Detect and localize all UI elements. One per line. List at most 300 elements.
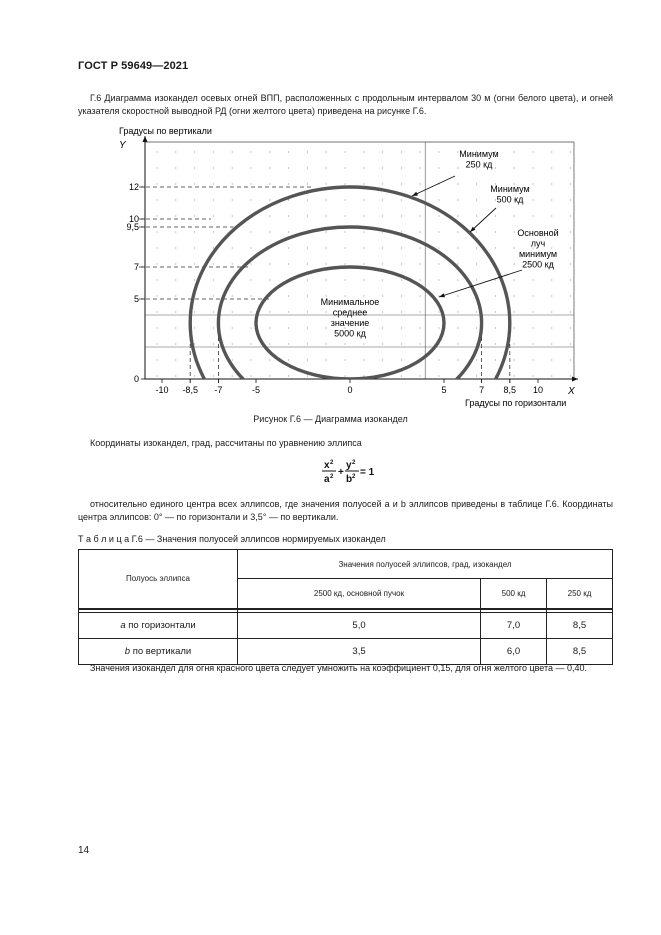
grid-dot <box>326 263 327 264</box>
grid-dot <box>551 359 552 360</box>
table-subheader: 250 кд <box>547 579 613 609</box>
table-cell: 8,5 <box>547 613 613 639</box>
grid-dot <box>213 375 214 376</box>
grid-dot <box>514 359 515 360</box>
grid-dot <box>495 279 496 280</box>
grid-dot <box>438 151 439 152</box>
grid-dot <box>532 199 533 200</box>
table-row <box>79 613 613 639</box>
grid-dot <box>438 215 439 216</box>
grid-dot <box>382 183 383 184</box>
grid-dot <box>495 215 496 216</box>
page-number: 14 <box>78 845 90 856</box>
grid-dot <box>551 343 552 344</box>
grid-dot <box>363 263 364 264</box>
formula-x-exp: 2 <box>330 460 334 466</box>
grid-dot <box>551 295 552 296</box>
grid-dot <box>551 311 552 312</box>
annotation-main2500-line: луч <box>530 238 546 249</box>
ellipse-formula <box>318 458 378 488</box>
grid-dot <box>213 231 214 232</box>
grid-dot <box>250 151 251 152</box>
grid-dot <box>420 295 421 296</box>
grid-dot <box>250 311 251 312</box>
grid-dot <box>551 151 552 152</box>
grid-dot <box>269 167 270 168</box>
annotation-main2500-line: 2500 кд <box>522 259 554 270</box>
grid-dot <box>194 199 195 200</box>
grid-dot <box>307 215 308 216</box>
grid-dot <box>495 167 496 168</box>
grid-dot <box>288 151 289 152</box>
grid-dot <box>420 231 421 232</box>
row-axis-label: a по горизонтали <box>79 613 238 639</box>
grid-dot <box>476 215 477 216</box>
grid-dot <box>514 311 515 312</box>
grid-dot <box>382 295 383 296</box>
grid-dot <box>288 311 289 312</box>
grid-dot <box>175 327 176 328</box>
grid-dot <box>570 311 571 312</box>
grid-dot <box>476 199 477 200</box>
grid-dot <box>363 215 364 216</box>
x-tick-label: -7 <box>214 385 223 395</box>
grid-dot <box>175 247 176 248</box>
grid-dot <box>269 183 270 184</box>
grid-dot <box>514 247 515 248</box>
grid-dot <box>401 295 402 296</box>
grid-dot <box>457 359 458 360</box>
grid-dot <box>532 375 533 376</box>
grid-dot <box>156 279 157 280</box>
grid-dot <box>326 231 327 232</box>
grid-dot <box>194 167 195 168</box>
x-tick-label: -8,5 <box>182 385 198 395</box>
grid-dot <box>551 375 552 376</box>
grid-dot <box>326 215 327 216</box>
grid-dot <box>269 151 270 152</box>
grid-dot <box>344 199 345 200</box>
grid-dot <box>551 199 552 200</box>
grid-dot <box>514 343 515 344</box>
grid-dot <box>457 215 458 216</box>
grid-dot <box>363 279 364 280</box>
grid-dot <box>438 199 439 200</box>
grid-dot <box>213 183 214 184</box>
grid-dot <box>194 247 195 248</box>
grid-dot <box>250 375 251 376</box>
x-axis-title: Градусы по горизонтали <box>465 398 567 408</box>
grid-dot <box>382 327 383 328</box>
grid-dot <box>570 295 571 296</box>
grid-dot <box>326 199 327 200</box>
grid-dot <box>401 263 402 264</box>
grid-dot <box>401 343 402 344</box>
grid-dot <box>156 167 157 168</box>
grid-dot <box>288 215 289 216</box>
ticks <box>126 182 543 395</box>
grid-dot <box>382 263 383 264</box>
grid-dot <box>156 327 157 328</box>
grid-dot <box>382 199 383 200</box>
grid-dot <box>438 263 439 264</box>
grid-dot <box>213 343 214 344</box>
formula-b: b <box>346 474 353 485</box>
grid-dot <box>570 247 571 248</box>
grid-dot <box>175 183 176 184</box>
grid-dot <box>213 279 214 280</box>
grid-dot <box>288 263 289 264</box>
formula-y: y <box>346 460 352 471</box>
grid-dot <box>457 151 458 152</box>
grid-dot <box>570 279 571 280</box>
grid-dot <box>232 247 233 248</box>
grid-dot <box>307 151 308 152</box>
grid-dot <box>307 327 308 328</box>
formula-a-exp: 2 <box>330 474 334 480</box>
grid-dot <box>457 183 458 184</box>
grid-dot <box>363 151 364 152</box>
grid-dot <box>551 327 552 328</box>
grid-dot <box>401 199 402 200</box>
grid-dot <box>156 183 157 184</box>
formula-b-exp: 2 <box>352 474 356 480</box>
grid-dot <box>156 231 157 232</box>
grid-dot <box>495 231 496 232</box>
x-tick-label: -10 <box>155 385 169 395</box>
annotation-arrowhead <box>439 293 445 297</box>
grid-dot <box>570 263 571 264</box>
grid-dot <box>382 343 383 344</box>
grid-dot <box>457 279 458 280</box>
grid-dot <box>250 263 251 264</box>
annotation-main2500-line: Основной <box>517 228 559 238</box>
grid-dot <box>401 327 402 328</box>
formula-plus: + <box>338 467 344 478</box>
x-tick-label: 10 <box>532 385 544 395</box>
x-tick-label: 7 <box>479 385 485 395</box>
formula-equals: = 1 <box>360 467 375 478</box>
formula-explanation: относительно единого центра всех эллипсов, где значения полуосей a и b эллипсов приведены в таблице Г.6. Координаты центра эллипсов: 0° — по горизонтали и 3,5° — по вертикали. <box>78 499 613 522</box>
grid-dot <box>457 199 458 200</box>
grid-dot <box>344 231 345 232</box>
table-cell: 3,5 <box>238 639 481 665</box>
grid-dot <box>194 263 195 264</box>
grid-dot <box>213 151 214 152</box>
grid-dot <box>213 327 214 328</box>
grid-dot <box>194 231 195 232</box>
grid-dot <box>156 295 157 296</box>
y-axis-letter: Y <box>119 140 126 151</box>
grid-dot <box>551 279 552 280</box>
grid-dot <box>232 375 233 376</box>
grid-dot <box>213 247 214 248</box>
grid-dot <box>344 183 345 184</box>
grid-dot <box>514 231 515 232</box>
grid-dot <box>175 167 176 168</box>
grid-dot <box>382 151 383 152</box>
grid-dot <box>232 359 233 360</box>
annotation-min500-line: 500 кд <box>496 194 524 205</box>
grid-dot <box>514 167 515 168</box>
grid-dot <box>570 151 571 152</box>
grid-dot <box>532 279 533 280</box>
table-cell: 7,0 <box>481 613 547 639</box>
grid-dot <box>438 231 439 232</box>
grid-dot <box>326 151 327 152</box>
grid-dot <box>326 279 327 280</box>
grid-dot <box>401 183 402 184</box>
grid-dot <box>232 311 233 312</box>
grid-dot <box>213 359 214 360</box>
grid-dot <box>250 199 251 200</box>
grid-dot <box>382 311 383 312</box>
grid-dot <box>570 231 571 232</box>
grid-dot <box>363 247 364 248</box>
grid-dot <box>175 263 176 264</box>
grid-dot <box>476 375 477 376</box>
grid-dot <box>532 183 533 184</box>
grid-dot <box>570 327 571 328</box>
grid-dot <box>438 359 439 360</box>
grid-dot <box>194 279 195 280</box>
grid-dot <box>420 167 421 168</box>
grid-dot <box>288 343 289 344</box>
grid-dot <box>401 359 402 360</box>
grid-dot <box>175 343 176 344</box>
grid-dot <box>250 327 251 328</box>
grid-dot <box>213 167 214 168</box>
grid-dot <box>551 167 552 168</box>
grid-dot <box>401 375 402 376</box>
table-cell: 6,0 <box>481 639 547 665</box>
grid-dot <box>457 167 458 168</box>
grid-dot <box>438 311 439 312</box>
grid-dot <box>232 343 233 344</box>
grid-dot <box>307 295 308 296</box>
grid-dot <box>288 247 289 248</box>
grid-dot <box>438 295 439 296</box>
grid-dot <box>457 295 458 296</box>
document-header: ГОСТ Р 59649—2021 <box>78 60 189 72</box>
grid-dot <box>250 183 251 184</box>
grid-dot <box>269 311 270 312</box>
grid-dot <box>175 279 176 280</box>
grid-dot <box>326 183 327 184</box>
grid-dot <box>420 343 421 344</box>
grid-dot <box>514 375 515 376</box>
grid-dot <box>457 263 458 264</box>
grid-dot <box>232 327 233 328</box>
grid-dot <box>344 151 345 152</box>
grid-dot <box>250 231 251 232</box>
grid-dot <box>363 343 364 344</box>
grid-dot <box>175 295 176 296</box>
grid-dot <box>250 279 251 280</box>
grid-dot <box>175 199 176 200</box>
grid-dot <box>438 279 439 280</box>
grid-dot <box>288 167 289 168</box>
grid-dot <box>307 311 308 312</box>
grid-dot <box>401 247 402 248</box>
grid-dot <box>232 183 233 184</box>
grid-dot <box>194 375 195 376</box>
grid-dot <box>420 279 421 280</box>
grid-dot <box>570 359 571 360</box>
table-title: Т а б л и ц а Г.6 — Значения полуосей эллипсов нормируемых изокандел <box>78 534 386 544</box>
grid-dot <box>307 375 308 376</box>
table-cell: 8,5 <box>547 639 613 665</box>
grid-dot <box>476 183 477 184</box>
grid-dot <box>175 231 176 232</box>
grid-dot <box>213 199 214 200</box>
annotation-main2500-line: минимум <box>518 249 558 259</box>
grid-dot <box>307 279 308 280</box>
grid-dot <box>288 183 289 184</box>
grid-dot <box>363 375 364 376</box>
grid-dot <box>420 327 421 328</box>
grid-dot <box>175 375 176 376</box>
closing-paragraph: Значения изокандел для огня красного цвета следует умножить на коэффициент 0,15, для огня желтого цвета — 0,40. <box>90 663 588 673</box>
grid-dot <box>570 343 571 344</box>
y-axis-title: Градусы по вертикали <box>119 126 212 136</box>
grid-dot <box>495 359 496 360</box>
grid-dot <box>344 215 345 216</box>
grid-dot <box>250 359 251 360</box>
grid-dot <box>514 279 515 280</box>
grid-dot <box>269 263 270 264</box>
grid-dot <box>420 247 421 248</box>
grid-dot <box>156 311 157 312</box>
grid-dot <box>156 359 157 360</box>
grid-dot <box>307 247 308 248</box>
grid-dot <box>326 343 327 344</box>
grid-dot <box>288 199 289 200</box>
formula-x: x <box>324 460 330 471</box>
grid-dot <box>344 375 345 376</box>
grid-dot <box>457 231 458 232</box>
x-tick-label: -5 <box>251 385 261 395</box>
table-cell: 5,0 <box>238 613 481 639</box>
grid-dot <box>232 151 233 152</box>
grid-dot <box>232 167 233 168</box>
grid-dot <box>570 199 571 200</box>
grid-dot <box>476 359 477 360</box>
grid-dot <box>438 375 439 376</box>
grid-dot <box>156 343 157 344</box>
grid-dot <box>344 247 345 248</box>
grid-dot <box>570 375 571 376</box>
grid-dot <box>495 327 496 328</box>
grid-dot <box>175 151 176 152</box>
grid-dot <box>269 343 270 344</box>
grid-dot <box>438 247 439 248</box>
grid-dot <box>232 295 233 296</box>
grid-dot <box>382 215 383 216</box>
grid-dot <box>363 199 364 200</box>
grid-dot <box>401 167 402 168</box>
annotation-leader <box>439 270 522 297</box>
grid-dot <box>250 167 251 168</box>
intro-paragraph: Г.6 Диаграмма изокандел осевых огней ВПП, расположенных с продольным интервалом 30 м (огни белого цвета), и огней указателя скоростной выводной РД (огни желтого цвета) приведена на рисунке Г.6. <box>78 93 613 116</box>
grid-dot <box>269 375 270 376</box>
grid-dot <box>213 311 214 312</box>
grid-dot <box>232 199 233 200</box>
grid-dot <box>401 151 402 152</box>
annotation-avg5000-line: 5000 кд <box>334 328 366 339</box>
grid-dot <box>232 215 233 216</box>
grid-dot <box>288 295 289 296</box>
grid-dot <box>514 263 515 264</box>
grid-dot <box>269 327 270 328</box>
annotation-avg5000-line: среднее <box>332 307 368 318</box>
grid-dot <box>194 183 195 184</box>
grid-dot <box>288 359 289 360</box>
grid-dot <box>307 343 308 344</box>
grid-dot <box>476 263 477 264</box>
grid-dot <box>175 359 176 360</box>
formula-y-exp: 2 <box>352 460 356 466</box>
grid-dot <box>250 247 251 248</box>
grid-dot <box>307 167 308 168</box>
grid-dot <box>476 247 477 248</box>
grid-dot <box>532 215 533 216</box>
grid-dot <box>269 215 270 216</box>
grid-dot <box>156 375 157 376</box>
table-group-header: Значения полуосей эллипсов, град, изокандел <box>238 550 613 579</box>
grid-dot <box>344 343 345 344</box>
grid-dot <box>175 311 176 312</box>
grid-dot <box>344 279 345 280</box>
row-axis-label: b по вертикали <box>79 639 238 665</box>
y-axis-arrow <box>143 136 148 142</box>
grid-dot <box>363 183 364 184</box>
grid-dot <box>551 183 552 184</box>
annotation-min250-line: Минимум <box>459 149 499 159</box>
grid-dot <box>514 215 515 216</box>
grid-dot <box>344 359 345 360</box>
grid-dot <box>420 375 421 376</box>
grid-dot <box>326 359 327 360</box>
x-tick-label: 8,5 <box>503 385 517 395</box>
x-tick-label: 5 <box>441 385 447 395</box>
grid-dot <box>288 375 289 376</box>
grid-dot <box>382 279 383 280</box>
grid-dot <box>532 151 533 152</box>
grid-dot <box>156 151 157 152</box>
grid-dot <box>307 199 308 200</box>
grid-dot <box>288 327 289 328</box>
formula-intro: Координаты изокандел, град, рассчитаны по уравнению эллипса <box>90 438 362 448</box>
grid-dot <box>326 247 327 248</box>
table-col0-header: Полуось эллипса <box>79 550 238 609</box>
table-subheader: 500 кд <box>481 579 547 609</box>
y-tick-label: 0 <box>133 374 139 384</box>
grid-dot <box>156 215 157 216</box>
grid-dot <box>382 167 383 168</box>
y-tick-label: 10 <box>128 214 139 224</box>
grid-dot <box>363 231 364 232</box>
grid-dot <box>269 199 270 200</box>
grid-dot <box>175 215 176 216</box>
grid-dot <box>307 183 308 184</box>
grid-dot <box>457 311 458 312</box>
grid-dot <box>532 295 533 296</box>
grid-dot <box>514 151 515 152</box>
grid-dot <box>401 215 402 216</box>
grid-dot <box>156 247 157 248</box>
grid-dot <box>532 311 533 312</box>
